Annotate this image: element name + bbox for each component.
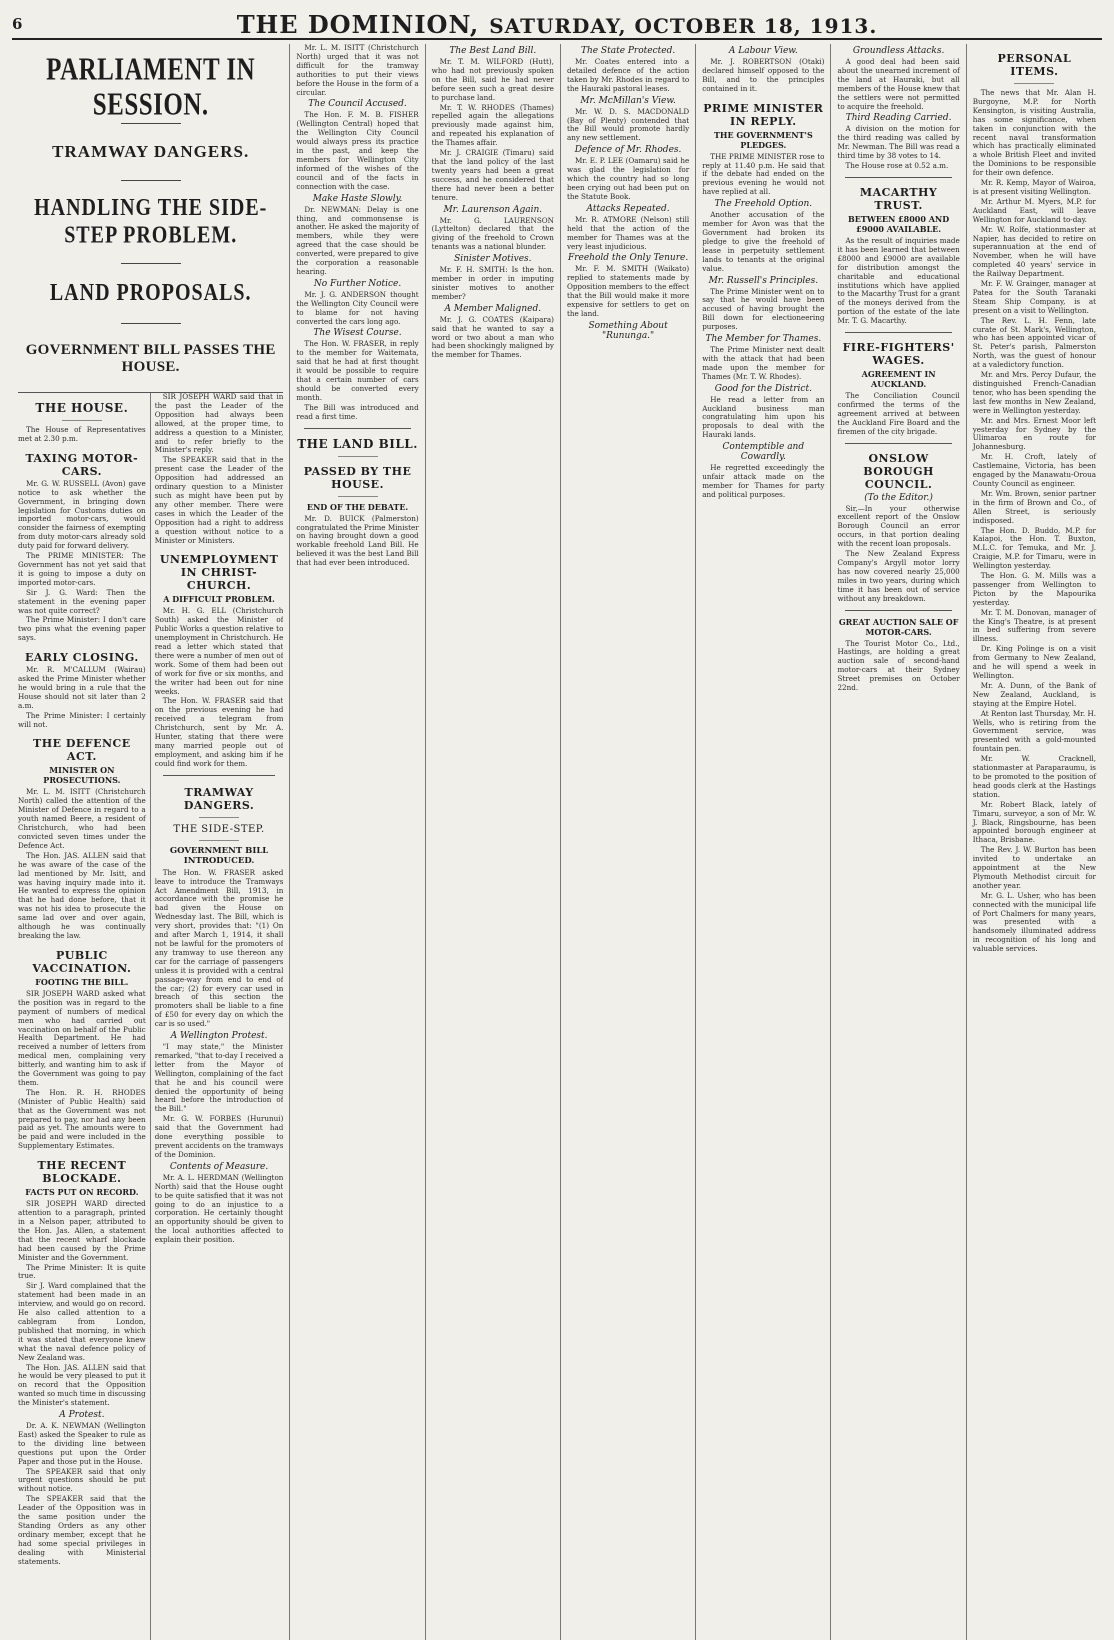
paragraph: SIR JOSEPH WARD asked what the position was in regard to the payment of numbers of medical men who had carried out vaccination on behalf of the Public Health Department. He had received a number of letters from medical men, complaining very bitterly, and wanting him to ask if the Government was going to pay them. <box>18 988 146 1087</box>
section-subheading: THE SIDE-STEP. <box>173 823 265 835</box>
paragraph: Mr. D. BUICK (Palmerston) congratulated the Prime Minister on having brought down a good workable freehold Land Bill. He believed it was the best Land Bill that had ever been introduced. <box>296 513 419 568</box>
section-subheading: Something About "Rununga." <box>588 320 668 341</box>
paragraph: The New Zealand Express Company's Argyll motor lorry has now covered nearly 25,000 miles in two years, during which time it has been out of service without any breakdown. <box>837 549 960 603</box>
paragraph: The SPEAKER said that the Leader of the Opposition was in the same position under the Standing Orders as any other ordinary member, except that he had some special privileges in dealing with Ministerial statements. <box>18 1494 146 1566</box>
paragraph: The Prime Minister next dealt with the attack that had been made upon the member for Thames (Mr. T. W. Rhodes). <box>702 345 825 381</box>
sidestep-headline: HANDLING THE SIDE-STEP PROBLEM. <box>34 194 268 249</box>
section-heading: PERSONAL ITEMS. <box>997 52 1072 78</box>
paragraph: Mr. W. Rolfe, stationmaster at Napier, has decided to retire on superannuation at the end of November, when he will have completed 40 years' service in the Railway Department. <box>972 224 1096 279</box>
section-subheading: Mr. McMillan's View. <box>580 95 676 106</box>
paragraph: The Tourist Motor Co., Ltd., Hastings, are holding a great auction sale of second-hand motor-cars at their Sydney Street premises on October 22nd. <box>837 638 960 693</box>
paragraph: Mr. L. M. ISITT (Christchurch North) urged that it was not difficult for the tramway authorities to put their views before the House in the form of a circular. <box>296 44 419 97</box>
section-heading: MACARTHY TRUST. <box>859 185 938 212</box>
paragraph: The SPEAKER said that in the present case the Leader of the Opposition had addressed an ordinary question to a Minister such as might have been put by any other member. There were cases in which the Leader of the Opposition had a right to address a question without notice to a Minister or Ministers. <box>154 455 284 545</box>
paragraph: The Bill was introduced and read a first time. <box>296 402 419 421</box>
masthead: THE DOMINION, <box>236 9 480 39</box>
section-subheading: GOVERNMENT BILL INTRODUCED. <box>169 845 269 866</box>
paragraph: The news that Mr. Alan H. Burgoyne, M.P. for North Kensington, is visiting Australia, has some significance, when taken in conjunction with the recent naval transformation which has practically eliminated a whole British Fleet and invited the Dominions to be responsible for their own defence. <box>972 88 1096 178</box>
paragraph: THE PRIME MINISTER rose to reply at 11.40 p.m. He said that if the debate had ended on the previous evening he would not have replied at all. <box>702 151 825 197</box>
section-subheading: Contents of Measure. <box>169 1161 269 1172</box>
section-subheading: The State Protected. <box>580 46 676 56</box>
paragraph: Mr. T. M. Donovan, manager of the King's Theatre, is at present in bed suffering from severe illness. <box>972 607 1096 644</box>
section-heading: PUBLIC VACCINATION. <box>32 948 132 975</box>
paragraph: The Hon. JAS. ALLEN said that he was aware of the case of the lad mentioned by Mr. Isitt, and was having inquiry made into it. He wanted to express the opinion that he had done before, that it was not his idea to prosecute the same lad over and over again, although he was continually breaking the law. <box>18 850 146 940</box>
paragraph: A division on the motion for the third reading was called by Mr. Newman. The Bill was read a third time by 38 votes to 14. <box>837 124 960 161</box>
subcol-1a <box>18 393 151 1640</box>
paragraph: Mr. G. W. FORBES (Hurunui) said that the Government had done everything possible to prevent accidents on the tramways of the Dominion. <box>154 1114 284 1159</box>
section-subheading: A DIFFICULT PROBLEM. <box>163 594 275 605</box>
section-subheading: THE GOVERNMENT'S PLEDGES. <box>713 129 813 150</box>
section-subheading: Make Haste Slowly. <box>312 193 403 204</box>
section-subheading: The Best Land Bill. <box>449 46 537 56</box>
section-subheading: FOOTING THE BILL. <box>35 976 129 987</box>
paragraph: Mr. and Mrs. Percy Dufaur, the distinguished French-Canadian tenor, who has been spending the last few months in New Zealand, were in Wellington yesterday. <box>972 370 1096 415</box>
section-subheading: A Wellington Protest. <box>170 1031 268 1042</box>
section-subheading: GREAT AUCTION SALE OF MOTOR-CARS. <box>838 616 959 637</box>
section-heading: ONSLOW BOROUGH COUNCIL. <box>863 451 934 491</box>
paragraph: Mr. R. Kemp, Mayor of Wairoa, is at present visiting Wellington. <box>972 178 1096 196</box>
tramway-headline: TRAMWAY DANGERS. <box>52 142 250 161</box>
paragraph: Mr. Wm. Brown, senior partner in the firm of Brown and Co., of Allen Street, is seriously indisposed. <box>972 488 1096 525</box>
section-heading: THE RECENT BLOCKADE. <box>37 1159 127 1186</box>
paragraph: The PRIME MINISTER: The Government has not yet said that it is going to impose a duty on imported motor-cars. <box>18 551 146 587</box>
columns <box>12 44 1102 1640</box>
paragraph: The Hon. D. Buddo, M.P. for Kaiapoi, the Hon. T. Buxton, M.L.C. for Temuka, and Mr. J. Craigie, M.P. for Timaru, were in Wellington yesterday. <box>972 525 1096 571</box>
page-header <box>12 10 1102 40</box>
subcol-1b <box>151 393 284 1640</box>
paragraph: The House of Representatives met at 2.30 p.m. <box>18 425 146 443</box>
paragraph: The Prime Minister: I don't care two pins what the evening paper says. <box>18 615 146 643</box>
section-subheading: A Protest. <box>59 1410 105 1421</box>
section-heading: THE LAND BILL. <box>297 436 418 451</box>
section-subheading: Mr. Laurenson Again. <box>443 204 543 215</box>
headline-block <box>18 44 283 393</box>
paragraph: Mr. T. W. RHODES (Thames) repelled again the allegations previously made against him, and repeated his explanation of the Thames affair. <box>431 102 554 148</box>
paragraph: The House rose at 0.52 a.m. <box>845 161 949 171</box>
column-3 <box>426 44 561 1640</box>
paragraph: The Rev. L. H. Fenn, late curate of St. Mark's, Wellington, who has been appointed vicar of St. Peter's parish, Palmerston North, was the guest of honour at a valedictory function. <box>972 315 1096 370</box>
column-2 <box>290 44 425 1640</box>
paragraph: Mr. R. M'CALLUM (Wairau) asked the Prime Minister whether he would bring in a rule that the House should not sit later than 2 a.m. <box>18 665 146 710</box>
section-subheading: The Council Accused. <box>308 99 407 110</box>
paragraph: The Prime Minister went on to say that he would have been accused of having brought the Bill down for electioneering purposes. <box>702 286 825 332</box>
section-subheading: The Freehold Option. <box>714 199 813 210</box>
passes-headline: GOVERNMENT BILL PASSES THE HOUSE. <box>25 342 276 375</box>
section-subheading: Defence of Mr. Rhodes. <box>574 145 682 156</box>
section-heading: PRIME MINISTER IN REPLY. <box>703 101 824 128</box>
paragraph: Mr. H. Croft, lately of Castlemaine, Victoria, has been engaged by the Manawatu-Oroua County Council as engineer. <box>972 452 1096 488</box>
paragraph: The Hon. F. M. B. FISHER (Wellington Central) hoped that the Wellington City Council would always press its practice in the past, and keep the members for Wellington City informed of the wishes of the council and of the facts in connection with the case. <box>296 110 419 191</box>
section-subheading: Mr. Russell's Principles. <box>708 275 819 286</box>
paragraph: Sir,—In your otherwise excellent report of the Onslow Borough Council an error occurs, in that portion dealing with the recent loan proposals. <box>837 503 960 549</box>
section-subheading: A Labour View. <box>728 46 798 56</box>
section-subheading: END OF THE DEBATE. <box>306 501 409 512</box>
section-subheading: Attacks Repeated. <box>586 203 670 214</box>
section-subheading: No Further Notice. <box>313 278 402 289</box>
paragraph: Mr. J. G. ANDERSON thought the Wellington City Council were to blame for not having converted the cars long ago. <box>296 289 419 326</box>
paragraph: Dr. A. K. NEWMAN (Wellington East) asked the Speaker to rule as to the dividing line between questions put upon the Order Paper and those put in the House. <box>18 1421 146 1466</box>
paragraph: Mr. W. D. S. MACDONALD (Bay of Plenty) contended that the Bill would promote hardly any new settlement. <box>566 106 690 143</box>
paragraph: Mr. F. M. SMITH (Waikato) replied to statements made by Opposition members to the effect that the Bill would make it more expensive for settlers to get on the land. <box>566 264 690 318</box>
paragraph: The Hon. JAS. ALLEN said that he would be very pleased to put it on record that the Opposition wanted so much time in discussing the Minister's statement. <box>18 1362 146 1408</box>
column-7 <box>967 44 1102 1640</box>
section-subheading: Good for the District. <box>714 383 812 394</box>
paragraph: Another accusation of the member for Avon was that the Government had broken its pledge to give the freehold of lease in perpetuity settlement lands to tenants at the original value. <box>702 210 825 273</box>
paragraph: Mr. A. L. HERDMAN (Wellington North) said that the House ought to be quite satisfied that it was not going to do an injustice to a corporation. He certainly thought an opportunity should be given to the local authorities affected to explain their position. <box>154 1172 284 1245</box>
paragraph: Mr. F. W. Grainger, manager at Patea for the South Taranaki Steam Ship Company, is at present on a visit to Wellington. <box>972 279 1096 315</box>
paragraph: The Hon. W. FRASER said that on the previous evening he had received a telegram from Christchurch, sent by Mr. A. Hunter, stating that there were many married people out of employment, and asking him if he could find work for them. <box>154 696 284 768</box>
section-subheading: Contemptible and Cowardly. <box>722 442 805 463</box>
paragraph: Mr. H. G. ELL (Christchurch South) asked the Minister of Public Works a question relative to unemployment in Christchurch. He read a letter which stated that there were a number of men out of work. Some of them had been out of work for five or six months, and the writer had been out for nine weeks. <box>154 606 284 696</box>
paragraph: The Hon. W. FRASER, in reply to the member for Waitemata, said that he had at first thought it would be possible to require that a certain number of cars should be converted every month. <box>296 339 419 402</box>
section-heading: TRAMWAY DANGERS. <box>183 785 255 812</box>
paragraph: SIR JOSEPH WARD directed attention to a paragraph, printed in a Nelson paper, attributed to the Hon. Jas. Allen, a statement that the recent wharf blockade had been caused by the Prime Minister and the Government. <box>18 1199 146 1262</box>
paragraph: The Prime Minister: It is quite true. <box>18 1262 146 1281</box>
section-subheading: Sinister Motives. <box>454 254 532 265</box>
section-heading: UNEMPLOYMENT IN CHRIST-CHURCH. <box>159 553 279 593</box>
section-subheading: MINISTER ON PROSECUTIONS. <box>43 765 121 786</box>
paragraph: The Conciliation Council confirmed the terms of the agreement arrived at between the Auckland Fire Board and the firemen of the city brigade. <box>837 391 960 436</box>
paragraph: Mr. R. ATMORE (Nelson) still held that the action of the member for Thames was at the very least injudicious. <box>566 214 690 251</box>
land-headline: LAND PROPOSALS. <box>49 279 252 307</box>
paragraph: Mr. J. CRAIGIE (Timaru) said that the land policy of the last twenty years had been a great success, and he considered that there had never been a better tenure. <box>431 148 554 202</box>
column-1-subcols <box>18 393 283 1640</box>
paragraph: Mr. J. G. COATES (Kaipara) said that he wanted to say a word or two about a man who had been shockingly maligned by the member for Thames. <box>431 314 554 360</box>
section-heading: EARLY CLOSING. <box>24 651 139 665</box>
paragraph: Mr. G. LAURENSON (Lyttelton) declared that the giving of the freehold to Crown tenants was a national blunder. <box>431 215 554 252</box>
section-subheading: PASSED BY THE HOUSE. <box>303 464 412 491</box>
paragraph: A good deal had been said about the unearned increment of the land at Hauraki, but all members of the House knew that the settlers were not permitted to acquire the freehold. <box>837 57 960 111</box>
paragraph: Mr. Arthur M. Myers, M.P. for Auckland East, will leave Wellington for Auckland to-day. <box>972 196 1096 224</box>
paragraph: The Hon. W. FRASER asked leave to introduce the Tramways Act Amendment Bill, 1913, in accordance with the promise he had given the House on Wednesday last. The Bill, which is very short, provides that: "(1) On and after March 1, 1914, it shall not be lawful for the promoters of any tramway to use thereon any car for the carriage of passengers unless it is provided with a central passage-way from end to end of the car; (2) for every car used in breach of this section the promoters shall be liable to a fine of £50 for every day on which the car is so used." <box>154 867 284 1029</box>
paragraph: Dr. NEWMAN: Delay is one thing, and commonsense is another. He asked the majority of members, while they were agreed that the case should be converted, were prepared to give the corporation a reasonable hearing. <box>296 204 419 276</box>
section-heading: THE HOUSE. <box>35 401 129 415</box>
section-heading: TAXING MOTOR-CARS. <box>25 451 139 478</box>
paragraph: As the result of inquiries made it has been learned that between £8000 and £9000 are available for distribution amongst the charitable and educational institutions which have applied to the Macarthy Trust for a grant of the moneys derived from the portion of the estate of the late Mr. T. G. Macarthy. <box>837 235 960 326</box>
section-subheading: The Wisest Course. <box>313 328 402 339</box>
section-subheading: A Member Maligned. <box>444 303 542 314</box>
paragraph: Mr. Robert Black, lately of Timaru, surveyor, a son of Mr. W. J. Black, Ringsbourne, has been appointed borough engineer at Ithaca, Brisbane. <box>972 799 1096 845</box>
section-subheading: The Member for Thames. <box>705 334 822 345</box>
paragraph: Mr. W. Cracknell, stationmaster at Paraparaumu, is to be promoted to the position of head goods clerk at the Hastings station. <box>972 754 1096 799</box>
paragraph: Mr. G. L. Usher, who has been connected with the municipal life of Port Chalmers for many years, was presented with a handsomely illuminated address in recognition of his long and valuable services. <box>972 890 1096 954</box>
section-subheading: Groundless Attacks. <box>852 46 945 56</box>
paragraph: Sir J. G. Ward: Then the statement in the evening paper was not quite correct? <box>18 587 146 615</box>
section-subheading: (To the Editor.) <box>864 492 933 503</box>
paragraph: He read a letter from an Auckland business man congratulating him upon his proposals to deal with the Hauraki lands. <box>702 394 825 440</box>
paragraph: At Renton last Thursday, Mr. H. Wells, who is retiring from the Government service, was presented with a gold-mounted fountain pen. <box>972 708 1096 754</box>
paragraph: SIR JOSEPH WARD said that in the past the Leader of the Opposition had always been allowed, at the proper time, to address a question to a Minister, and to refer briefly to the Minister's reply. <box>154 393 284 455</box>
paragraph: Mr. E. P. LEE (Oamaru) said he was glad the legislation for which the country had so long been crying out had been put on the Statute Book. <box>566 156 690 201</box>
main-headline: PARLIAMENT IN SESSION. <box>46 53 256 122</box>
paragraph: Mr. F. H. SMITH: Is the hon. member in order in imputing sinister motives to another member? <box>431 265 554 301</box>
column-6 <box>831 44 966 1640</box>
paragraph: The Rev. J. W. Burton has been invited to undertake an appointment at the New Plymouth Methodist circuit for another year. <box>972 845 1096 890</box>
paragraph: The Hon. R. H. RHODES (Minister of Public Health) said that as the Government was not prepared to pay, nor had any been paid as yet. The amounts were to be paid and were included in the Supplementary Estimates. <box>18 1087 146 1151</box>
section-subheading: BETWEEN £8000 AND £9000 AVAILABLE. <box>848 213 950 234</box>
paragraph: Mr. A. Dunn, of the Bank of New Zealand, Auckland, is staying at the Empire Hotel. <box>972 680 1096 708</box>
paragraph: He regretted exceedingly the unfair attack made on the member for Thames for party and political purposes. <box>702 463 825 499</box>
paragraph: Mr. T. M. WILFORD (Hutt), who had not previously spoken on the Bill, said he had never before seen such a great desire to purchase land. <box>431 57 554 102</box>
paragraph: Mr. G. W. RUSSELL (Avon) gave notice to ask whether the Government, in bringing down legislation for Customs duties on imported motor-cars, would consider the fairness of exempting from duty motor-cars already sold duty paid for forward delivery. <box>18 478 146 551</box>
section-subheading: AGREEMENT IN AUCKLAND. <box>861 369 936 390</box>
paragraph: The Hon. G. M. Mills was a passenger from Wellington to Picton by the Mapourika yesterday. <box>972 571 1096 607</box>
page-number: 6 <box>12 15 23 33</box>
section-subheading: Third Reading Carried. <box>845 113 952 124</box>
paragraph: Mr. L. M. ISITT (Christchurch North) called the attention of the Minister of Defence in regard to a youth named Beere, a resident of Christchurch, who had been convicted seven times under the Defence Act. <box>18 787 146 850</box>
section-subheading: FACTS PUT ON RECORD. <box>25 1187 139 1198</box>
paragraph: Sir J. Ward complained that the statement had been made in an interview, and would go on record. He also called attention to a cablegram from London, published that morning, in which it was stated that everyone knew what the naval defence policy of New Zealand was. <box>18 1281 146 1362</box>
paragraph: "I may state," the Minister remarked, "that to-day I received a letter from the Mayor of Wellington, complaining of the fact that he and his council were denied the opportunity of being heard before the introduction of the Bill." <box>154 1042 284 1114</box>
paragraph: The SPEAKER said that only urgent questions should be put without notice. <box>18 1466 146 1494</box>
section-heading: FIRE-FIGHTERS' WAGES. <box>842 341 955 368</box>
column-1 <box>12 44 290 1640</box>
section-heading: THE DEFENCE ACT. <box>33 737 131 764</box>
paragraph: Mr. J. ROBERTSON (Otaki) declared himself opposed to the Bill, and to the principles contained in it. <box>702 57 825 93</box>
paragraph: The Prime Minister: I certainly will not. <box>18 710 146 729</box>
paragraph: Dr. King Polinge is on a visit from Germany to New Zealand, and he will spend a week in Wellington. <box>972 644 1096 680</box>
paragraph: Mr. Coates entered into a detailed defence of the action taken by Mr. Rhodes in regard to the Hauraki pastoral leases. <box>566 57 690 93</box>
column-5 <box>696 44 831 1640</box>
column-4 <box>561 44 696 1640</box>
paragraph: Mr. and Mrs. Ernest Moor left yesterday for Sydney by the Ulimaroa en route for Johannesburg. <box>972 415 1096 452</box>
section-subheading: Freehold the Only Tenure. <box>567 253 689 264</box>
issue-date: SATURDAY, OCTOBER 18, 1913. <box>489 13 878 38</box>
